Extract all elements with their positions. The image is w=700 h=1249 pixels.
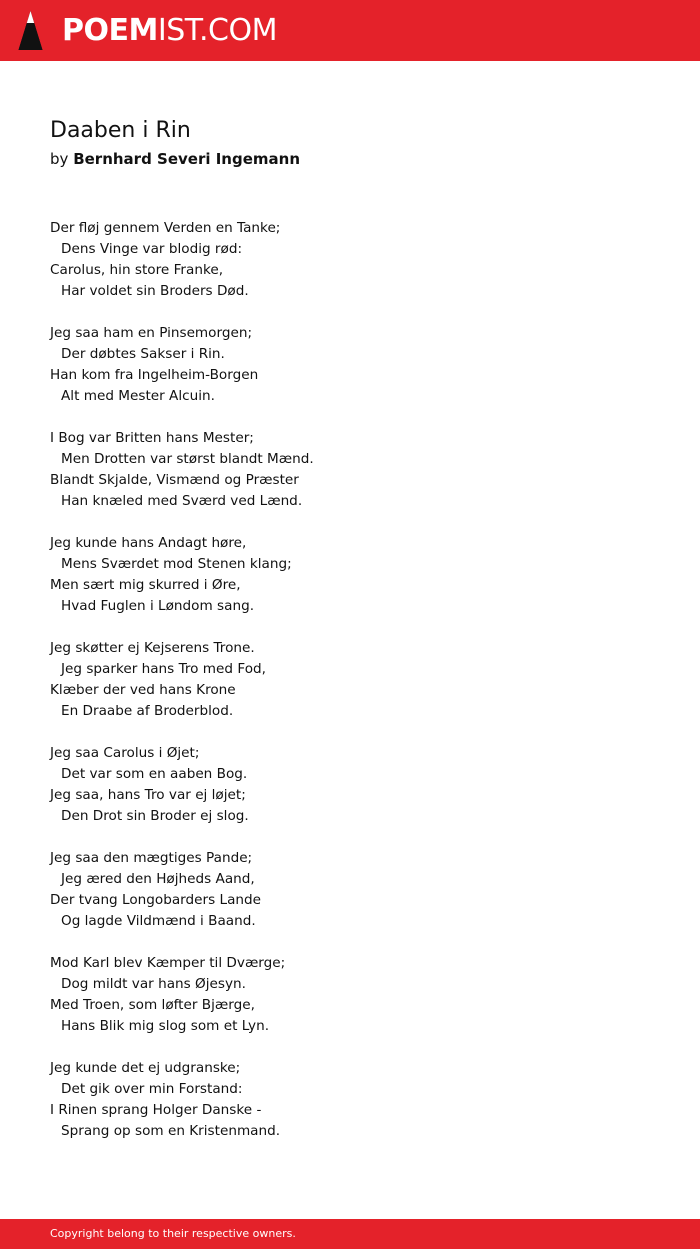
poem-line: Han knæled med Sværd ved Lænd.: [61, 493, 303, 509]
site-footer: [0, 1219, 700, 1249]
poem-line: Klæber der ved hans Krone: [50, 682, 236, 698]
poem-body: [50, 218, 670, 1163]
poem-line: En Draabe af Broderblod.: [61, 703, 234, 719]
poem-line: Jeg æred den Højheds Aand,: [61, 871, 255, 887]
poem-stanza: [50, 1058, 670, 1142]
poem-line: Jeg sparker hans Tro med Fod,: [61, 661, 266, 677]
poem-line: Blandt Skjalde, Vismænd og Præster: [50, 472, 299, 488]
poem-line: Mod Karl blev Kæmper til Dværge;: [50, 955, 286, 971]
poem-line: Der fløj gennem Verden en Tanke;: [50, 220, 281, 236]
poem-line: Hvad Fuglen i Løndom sang.: [61, 598, 255, 614]
poem-line: Med Troen, som løfter Bjærge,: [50, 997, 255, 1013]
copyright-notice: Copyright belong to their respective owners.: [50, 1227, 296, 1240]
poem-stanza: [50, 953, 670, 1037]
pencil-tip-icon[interactable]: [17, 10, 44, 51]
poem-stanza: [50, 848, 670, 932]
poem-line: Jeg saa den mægtiges Pande;: [50, 850, 253, 866]
poem-line: Der døbtes Sakser i Rin.: [61, 346, 225, 362]
poem-stanza: [50, 323, 670, 407]
poem-line: Og lagde Vildmænd i Baand.: [61, 913, 256, 929]
poem-stanza: [50, 638, 670, 722]
poem-line: I Bog var Britten hans Mester;: [50, 430, 254, 446]
poem-line: Hans Blik mig slog som et Lyn.: [61, 1018, 270, 1034]
poem-line: Har voldet sin Broders Død.: [61, 283, 249, 299]
poem-line: Men sært mig skurred i Øre,: [50, 577, 241, 593]
poem-line: Dens Vinge var blodig rød:: [61, 241, 243, 257]
site-logo[interactable]: [62, 12, 277, 50]
poem-line: Sprang op som en Kristenmand.: [61, 1123, 281, 1139]
poem-line: Jeg saa ham en Pinsemorgen;: [50, 325, 253, 341]
poem-byline: [50, 148, 300, 170]
site-header: [0, 0, 700, 61]
poem-line: Jeg saa, hans Tro var ej løjet;: [50, 787, 246, 803]
poem-line: I Rinen sprang Holger Danske -: [50, 1102, 262, 1118]
poem-line: Alt med Mester Alcuin.: [61, 388, 215, 404]
poem-title: Daaben i Rin: [50, 118, 191, 143]
logo-text-bold: POEM: [62, 13, 158, 48]
poem-line: Det var som en aaben Bog.: [61, 766, 248, 782]
poem-line: Jeg skøtter ej Kejserens Trone.: [50, 640, 255, 656]
poem-stanza: [50, 743, 670, 827]
poem-line: Han kom fra Ingelheim-Borgen: [50, 367, 259, 383]
poem-line: Det gik over min Forstand:: [61, 1081, 243, 1097]
poem-stanza: [50, 218, 670, 302]
poem-line: Jeg kunde hans Andagt høre,: [50, 535, 247, 551]
poem-line: Den Drot sin Broder ej slog.: [61, 808, 249, 824]
by-label: by: [50, 150, 69, 168]
poem-stanza: [50, 428, 670, 512]
logo-text-light: IST.COM: [157, 13, 277, 48]
poem-line: Jeg kunde det ej udgranske;: [50, 1060, 241, 1076]
poem-line: Carolus, hin store Franke,: [50, 262, 224, 278]
poem-line: Jeg saa Carolus i Øjet;: [50, 745, 200, 761]
poem-author: Bernhard Severi Ingemann: [73, 150, 300, 168]
poem-line: Mens Sværdet mod Stenen klang;: [61, 556, 292, 572]
poem-line: Dog mildt var hans Øjesyn.: [61, 976, 246, 992]
poem-line: Der tvang Longobarders Lande: [50, 892, 262, 908]
poem-line: Men Drotten var størst blandt Mænd.: [61, 451, 314, 467]
poem-stanza: [50, 533, 670, 617]
